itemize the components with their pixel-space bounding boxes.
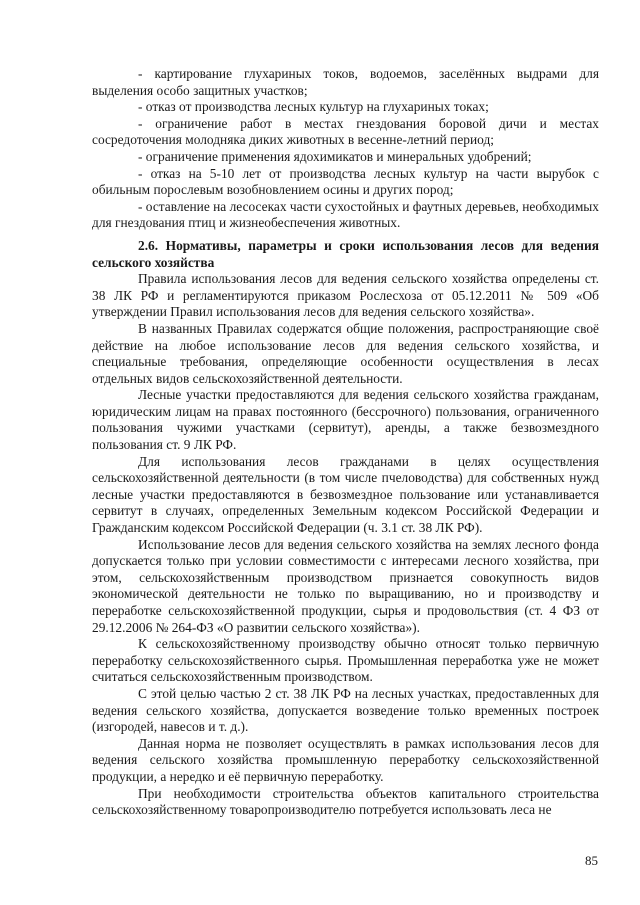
bullet-item: - ограничение применения ядохимикатов и минеральных удобрений; xyxy=(138,148,532,164)
bullet-item: - оставление на лесосеках части сухостойных и фаутных деревьев, необходимых для гнездования птиц и жизнеобеспечения животных. xyxy=(92,198,599,231)
paragraph: Данная норма не позволяет осуществлять в рамках использования лесов для ведения сельского хозяйства промышленную переработку сельскохозяйственной продукции, а нередко и её первичную переработку. xyxy=(92,735,599,784)
paragraph: При необходимости строительства объектов капитального строительства сельскохозяйственному товаропроизводителю потребуется использовать леса не xyxy=(92,785,599,818)
paragraph: Лесные участки предоставляются для ведения сельского хозяйства гражданам, юридическим лицам на правах постоянного (бессрочного) пользования, ограниченного пользования чужими участками (сервитут), аренды, а также безвозмездного пользования ст. 9 ЛК РФ. xyxy=(92,387,599,453)
section-heading: 2.6. Нормативы, параметры и сроки использования лесов для ведения сельского хозяйства xyxy=(92,237,599,270)
paragraph: С этой целью частью 2 ст. 38 ЛК РФ на лесных участках, предоставленных для ведения сельского хозяйства, допускается возведение только временных построек (изгородей, навесов и т. д.). xyxy=(92,685,599,735)
paragraph: Правила использования лесов для ведения сельского хозяйства определены ст. 38 ЛК РФ и регламентируются приказом Рослесхоза от 05.12.2011 № 509 «Об утверждении Правил использования лесов для ведения сельского хозяйства». xyxy=(92,271,599,320)
bullet-item: - ограничение работ в местах гнездования боровой дичи и местах сосредоточения молодняка диких животных в весенне-летний период; xyxy=(92,115,599,148)
paragraph: В названных Правилах содержатся общие положения, распространяющие своё действие на любое использование лесов для ведения сельского хозяйства, и специальные требования, определяющие особенности осуществления в лесах отдельных видов сельскохозяйственной деятельности. xyxy=(92,320,599,386)
bullet-item: - отказ от производства лесных культур на глухариных токах; xyxy=(138,99,489,115)
paragraph: Использование лесов для ведения сельского хозяйства на землях лесного фонда допускается только при условии совместимости с интересами лесного хозяйства, при этом, сельскохозяйственным производством признается совокупность видов экономической деятельности не только по выращиванию, но и производству и переработке сельскохозяйственной продукции, сырья и продовольствия (ст. 4 ФЗ от 29.12.2006 № 264-ФЗ «О развитии сельского хозяйства»). xyxy=(92,536,599,635)
page-number: 85 xyxy=(585,853,598,868)
paragraph: К сельскохозяйственному производству обычно относят только первичную переработку сельскохозяйственного сырья. Промышленная переработка уже не может считаться сельскохозяйственным производством. xyxy=(92,636,599,685)
bullet-item: - картирование глухариных токов, водоемов, заселённых выдрами для выделения особо защитных участков; xyxy=(92,66,599,98)
bullet-item: - отказ на 5-10 лет от производства лесных культур на части вырубок с обильным порослевым возобновлением осины и других пород; xyxy=(92,165,599,198)
document-page xyxy=(92,66,599,819)
paragraph: Для использования лесов гражданами в целях осуществления сельскохозяйственной деятельности (в том числе пчеловодства) для собственных нужд лесные участки предоставляются в безвозмездное пользование или устанавливается сервитут в случаях, определенных Земельным кодексом Российской Федерации и Гражданским кодексом Российской Федерации (ч. 3.1 ст. 38 ЛК РФ). xyxy=(92,453,599,536)
